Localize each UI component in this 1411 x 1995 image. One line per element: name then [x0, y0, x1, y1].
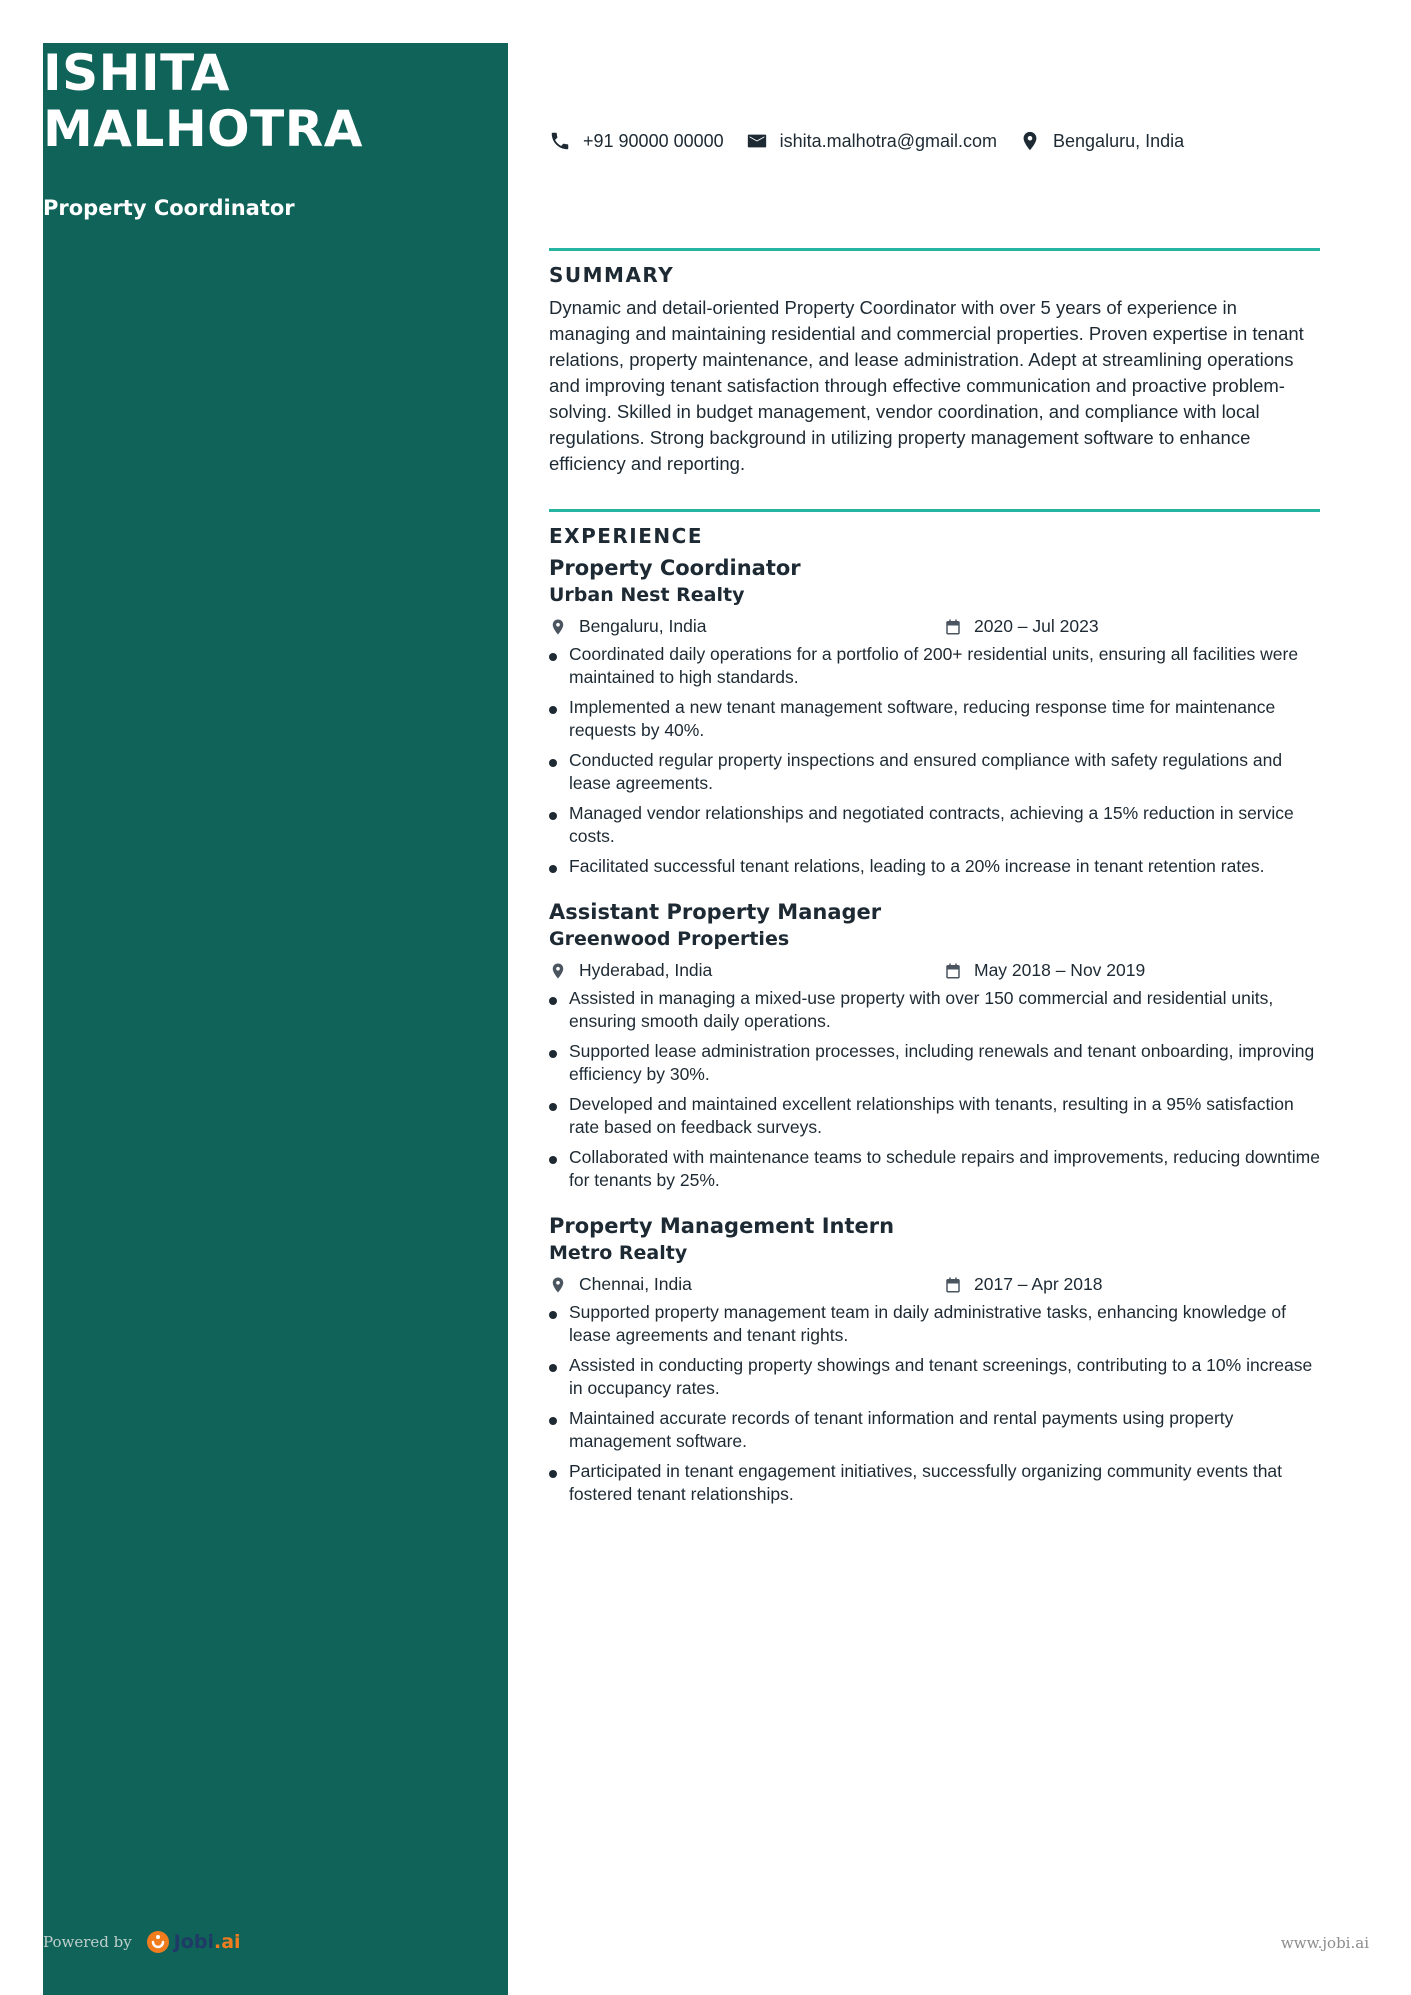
summary-heading: SUMMARY [549, 263, 675, 287]
job-meta [549, 616, 1320, 637]
phone-icon [549, 130, 571, 152]
job-entry [549, 556, 1320, 878]
bullet-item: Managed vendor relationships and negotiated contracts, achieving a 15% reduction in service costs. [549, 802, 1320, 848]
job-dates [944, 1274, 1102, 1295]
contact-bar [549, 130, 1206, 152]
job-location-text: Bengaluru, India [579, 616, 707, 636]
experience-heading: EXPERIENCE [549, 524, 703, 548]
bullet-item: Supported property management team in daily administrative tasks, enhancing knowledge of lease agreements and tenant rights. [549, 1301, 1320, 1347]
bullet-item: Participated in tenant engagement initiatives, successfully organizing community events that fostered tenant relationships. [549, 1460, 1320, 1506]
job-dates-text: May 2018 – Nov 2019 [974, 960, 1146, 980]
map-pin-icon [549, 618, 567, 636]
brand-tld: .ai [213, 1931, 241, 1953]
phone-number: +91 90000 00000 [583, 130, 724, 151]
section-divider [549, 248, 1320, 251]
main-content [549, 248, 1320, 1528]
job-meta [549, 1274, 1320, 1295]
company-name: Metro Realty [549, 1242, 688, 1264]
calendar-icon [944, 618, 962, 636]
job-role-title: Property Coordinator [43, 196, 295, 220]
job-title: Property Coordinator [549, 556, 801, 580]
bullet-item: Developed and maintained excellent relationships with tenants, resulting in a 95% satisfaction rate based on feedback surveys. [549, 1093, 1320, 1139]
jobi-logo-icon [146, 1930, 170, 1954]
bullet-item: Supported lease administration processes, including renewals and tenant onboarding, improving efficiency by 30%. [549, 1040, 1320, 1086]
map-pin-icon [549, 1276, 567, 1294]
job-bullets [549, 987, 1320, 1192]
company-name: Greenwood Properties [549, 928, 790, 950]
job-dates [944, 616, 1099, 637]
job-dates-text: 2020 – Jul 2023 [974, 616, 1099, 636]
calendar-icon [944, 1276, 962, 1294]
job-location-text: Hyderabad, India [579, 960, 713, 980]
powered-by-label: Powered by [43, 1933, 132, 1951]
summary-text: Dynamic and detail-oriented Property Coordinator with over 5 years of experience in managing and maintaining residential and commercial properties. Proven expertise in tenant relations, property maintenance, and lease administration. Adept at streamlining operations and improving tenant satisfaction through effective communication and proactive problem-solving. Skilled in budget management, vendor coordination, and compliance with local regulations. Strong background in utilizing property management software to enhance efficiency and reporting. [549, 297, 1304, 474]
bullet-item: Conducted regular property inspections and ensured compliance with safety regulations and lease agreements. [549, 749, 1320, 795]
job-dates-text: 2017 – Apr 2018 [974, 1274, 1103, 1294]
summary-section [549, 248, 1320, 477]
job-location [549, 1274, 944, 1295]
sidebar [43, 43, 508, 1995]
job-meta [549, 960, 1320, 981]
job-title: Assistant Property Manager [549, 900, 882, 924]
website-link[interactable]: www.jobi.ai [1280, 1934, 1369, 1952]
contact-email[interactable] [746, 130, 997, 152]
contact-location [1019, 130, 1184, 152]
bullet-item: Facilitated successful tenant relations, leading to a 20% increase in tenant retention rates. [549, 855, 1320, 878]
bullet-item: Coordinated daily operations for a portfolio of 200+ residential units, ensuring all facilities were maintained to high standards. [549, 643, 1320, 689]
email-address: ishita.malhotra@gmail.com [779, 130, 998, 151]
bullet-item: Assisted in conducting property showings and tenant screenings, contributing to a 10% increase in occupancy rates. [549, 1354, 1320, 1400]
job-dates [944, 960, 1145, 981]
candidate-name [43, 45, 363, 157]
first-name: ISHITA [43, 44, 230, 102]
job-entry [549, 1214, 1320, 1506]
envelope-icon [746, 130, 768, 152]
brand-name: Jobi [173, 1931, 214, 1953]
bullet-item: Collaborated with maintenance teams to schedule repairs and improvements, reducing downtime for tenants by 25%. [549, 1146, 1320, 1192]
contact-phone[interactable] [549, 130, 724, 152]
job-location-text: Chennai, India [579, 1274, 692, 1294]
bullet-item: Implemented a new tenant management software, reducing response time for maintenance requests by 40%. [549, 696, 1320, 742]
job-bullets [549, 643, 1320, 878]
section-divider [549, 509, 1320, 512]
powered-by[interactable] [43, 1930, 241, 1954]
bullet-item: Assisted in managing a mixed-use property with over 150 commercial and residential units, ensuring smooth daily operations. [549, 987, 1320, 1033]
location-text: Bengaluru, India [1053, 130, 1185, 151]
last-name: MALHOTRA [43, 100, 363, 158]
map-pin-icon [1019, 130, 1041, 152]
bullet-item: Maintained accurate records of tenant information and rental payments using property management software. [549, 1407, 1320, 1453]
job-title: Property Management Intern [549, 1214, 895, 1238]
company-name: Urban Nest Realty [549, 584, 745, 606]
calendar-icon [944, 962, 962, 980]
map-pin-icon [549, 962, 567, 980]
job-bullets [549, 1301, 1320, 1506]
job-location [549, 616, 944, 637]
job-entry [549, 900, 1320, 1192]
job-location [549, 960, 944, 981]
experience-section [549, 509, 1320, 1506]
brand-logo [174, 1931, 241, 1953]
